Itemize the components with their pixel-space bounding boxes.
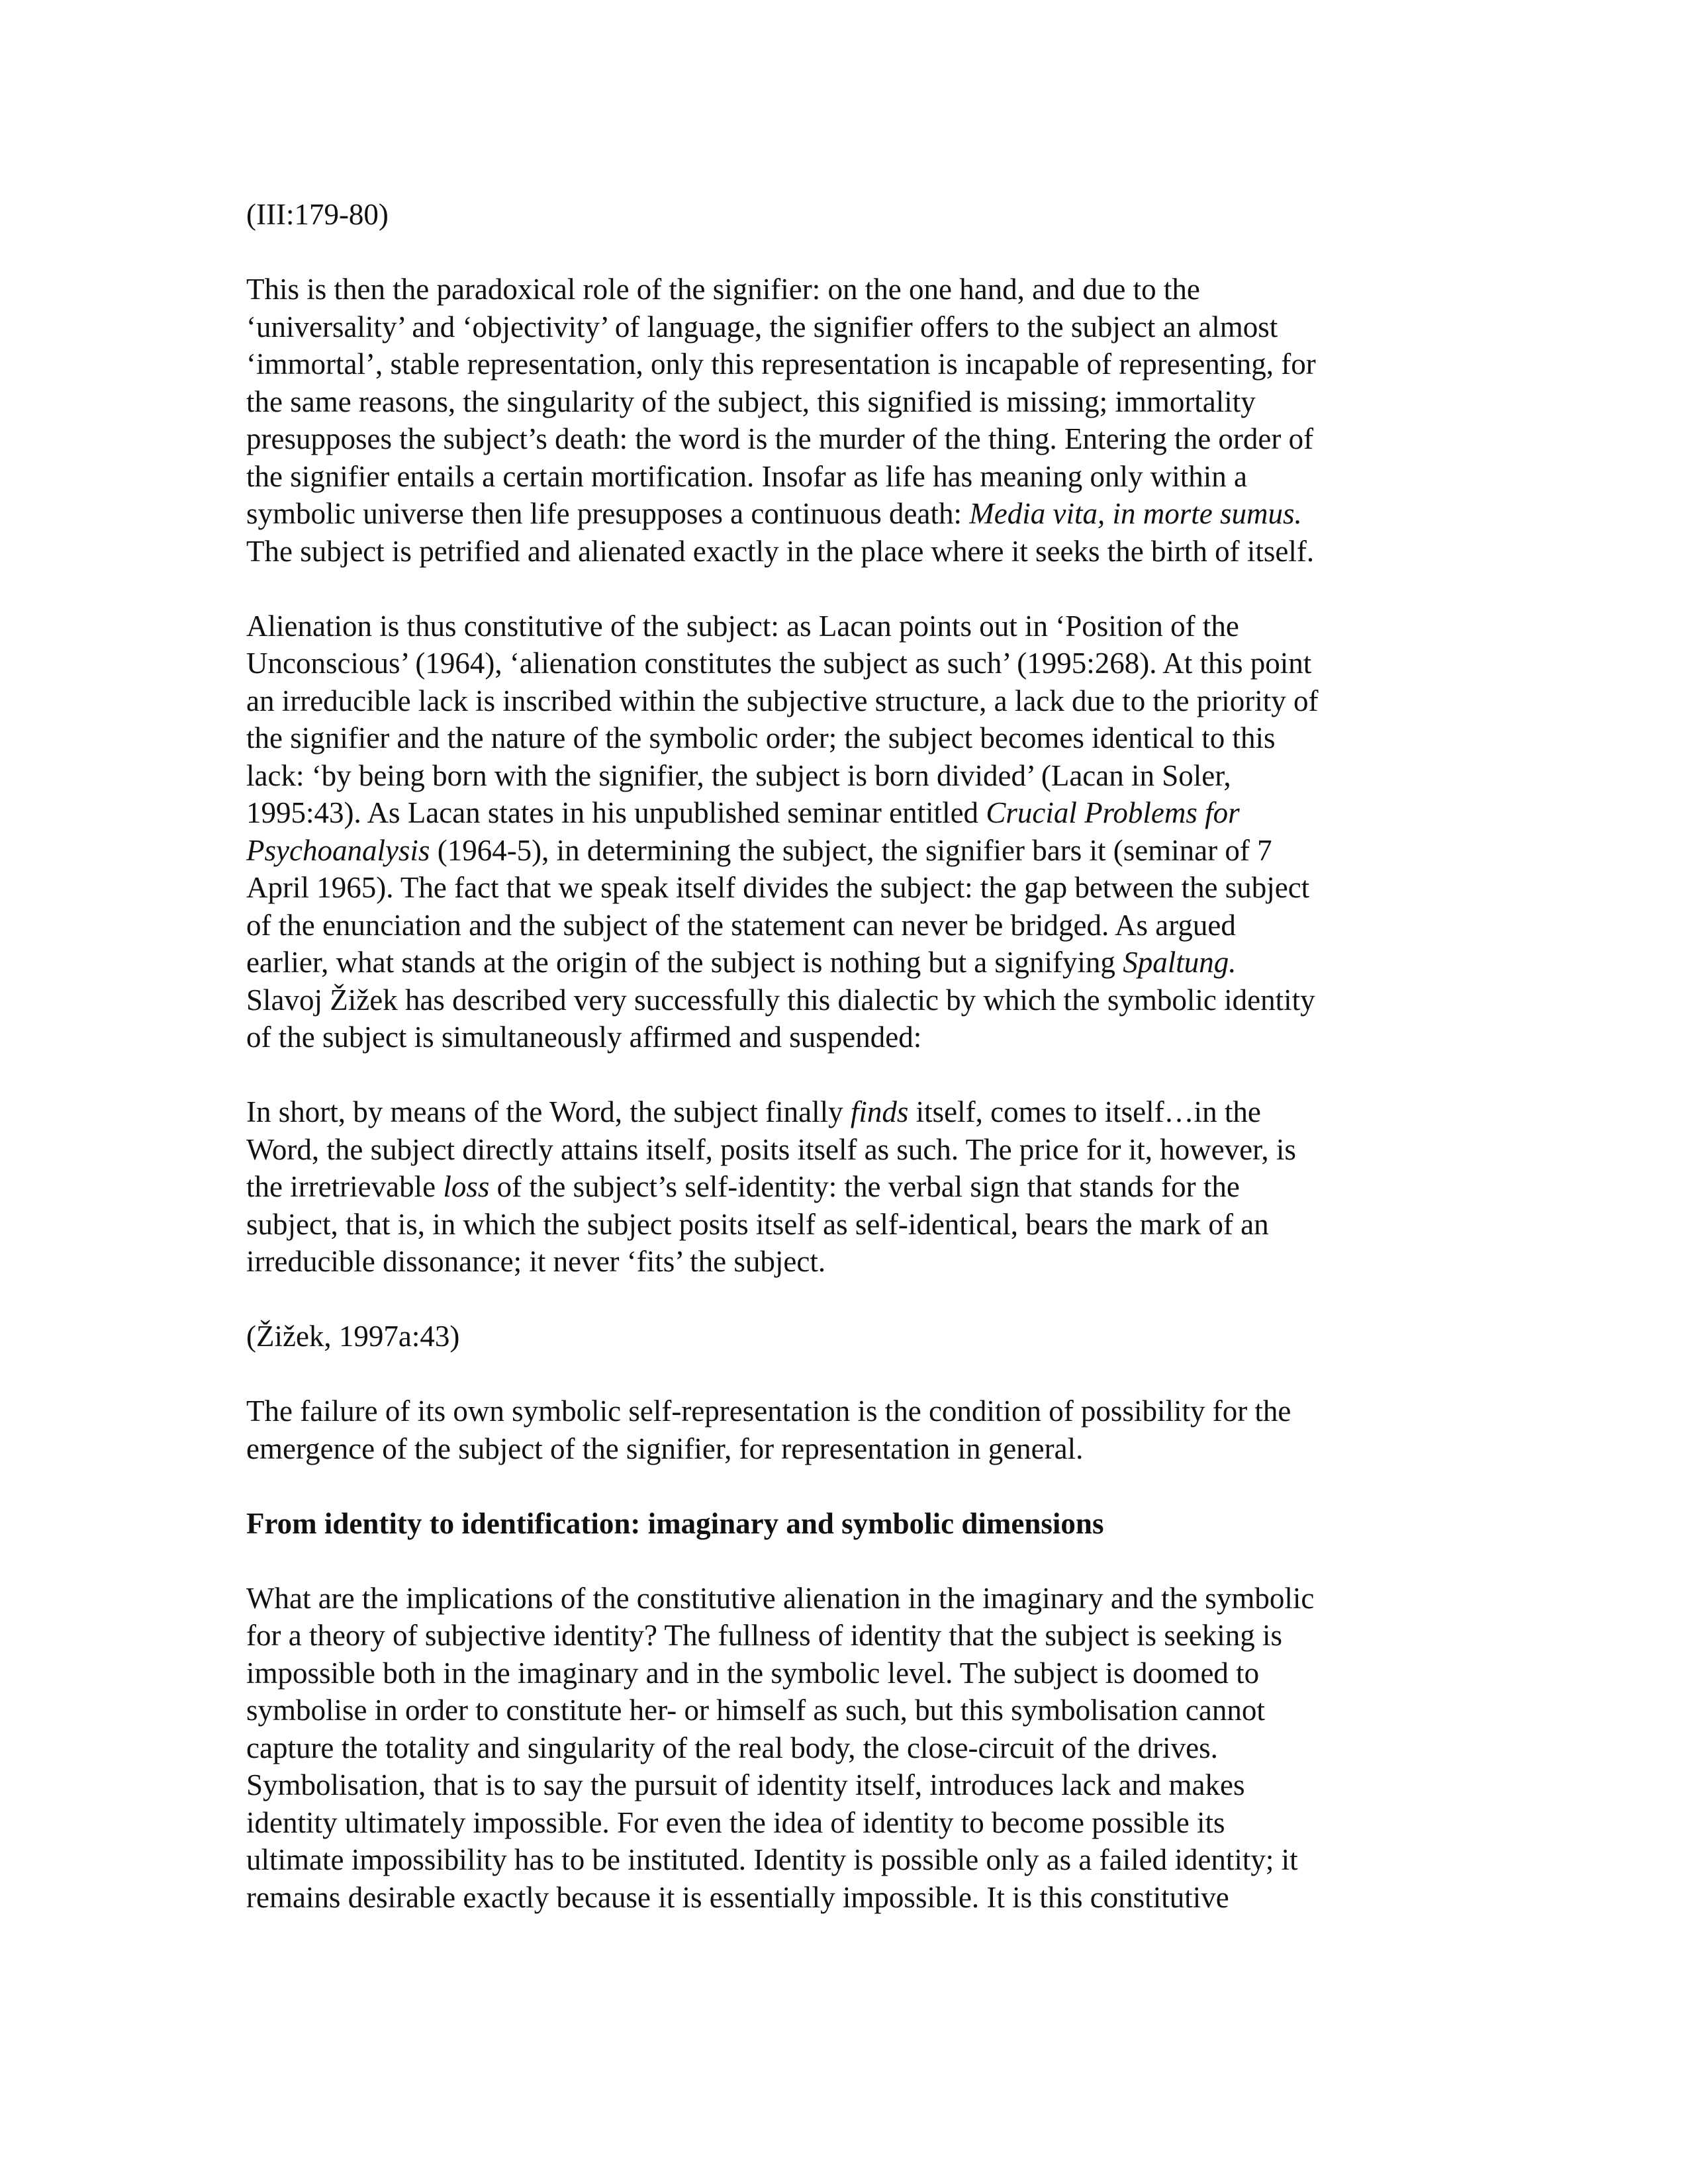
text-line xyxy=(246,1729,1438,1767)
citation xyxy=(246,196,1438,234)
text-run: itself, comes to itself…in the xyxy=(908,1095,1261,1128)
text-line xyxy=(246,1131,1438,1169)
text-run: ‘universality’ and ‘objectivity’ of language, the signifier offers to the subject an almost xyxy=(246,310,1278,343)
text-line xyxy=(246,981,1438,1019)
text-run: In short, by means of the Word, the subject finally xyxy=(246,1095,851,1128)
text-line xyxy=(246,682,1438,720)
text-run: presupposes the subject’s death: the word is the murder of the thing. Entering the order of xyxy=(246,422,1314,455)
citation xyxy=(246,1318,1438,1355)
text-run: the signifier entails a certain mortification. Insofar as life has meaning only within a xyxy=(246,459,1248,493)
text-line xyxy=(246,1580,1438,1617)
text-line xyxy=(246,495,1438,533)
italic-run: loss xyxy=(443,1170,490,1203)
text-run: for a theory of subjective identity? The fullness of identity that the subject is seeking is xyxy=(246,1619,1283,1652)
text-run: The subject is petrified and alienated exactly in the place where it seeks the birth of itself. xyxy=(246,534,1315,568)
text-line xyxy=(246,1392,1438,1430)
text-run: earlier, what stands at the origin of the subject is nothing but a signifying xyxy=(246,946,1123,979)
text-run: the irretrievable xyxy=(246,1170,444,1203)
text-run: (III:179-80) xyxy=(246,198,389,231)
text-run: From identity to identification: imaginary and symbolic dimensions xyxy=(246,1506,1104,1540)
italic-run: Crucial Problems for xyxy=(986,796,1240,829)
text-line xyxy=(246,1243,1438,1281)
text-line xyxy=(246,1655,1438,1692)
text-run: ‘immortal’, stable representation, only this representation is incapable of representing, for xyxy=(246,347,1316,381)
text-line xyxy=(246,1093,1438,1131)
text-line xyxy=(246,832,1438,870)
text-line xyxy=(246,944,1438,981)
text-line xyxy=(246,719,1438,757)
text-line xyxy=(246,533,1438,570)
block-quote xyxy=(246,1093,1438,1281)
text-run: Alienation is thus constitutive of the subject: as Lacan points out in ‘Position of the xyxy=(246,609,1239,643)
text-run: impossible both in the imaginary and in the symbolic level. The subject is doomed to xyxy=(246,1656,1260,1690)
text-run: symbolic universe then life presupposes a continuous death: xyxy=(246,497,970,530)
text-line xyxy=(246,271,1438,308)
text-line xyxy=(246,1841,1438,1879)
text-line xyxy=(246,869,1438,907)
text-run: the signifier and the nature of the symbolic order; the subject becomes identical to this xyxy=(246,721,1276,754)
text-run: of the enunciation and the subject of the statement can never be bridged. As argued xyxy=(246,908,1236,942)
text-line xyxy=(246,1430,1438,1468)
text-run: 1995:43). As Lacan states in his unpublished seminar entitled xyxy=(246,796,986,829)
text-run: remains desirable exactly because it is essentially impossible. It is this constitutive xyxy=(246,1880,1229,1914)
text-run: (1964-5), in determining the subject, the signifier bars it (seminar of 7 xyxy=(430,833,1272,867)
text-run: Unconscious’ (1964), ‘alienation constitutes the subject as such’ (1995:268). At this point xyxy=(246,647,1312,680)
text-line xyxy=(246,1318,1438,1355)
text-line xyxy=(246,907,1438,944)
text-line xyxy=(246,1766,1438,1804)
text-run: emergence of the subject of the signifier, for representation in general. xyxy=(246,1432,1084,1465)
text-run: The failure of its own symbolic self-representation is the condition of possibility for the xyxy=(246,1394,1291,1428)
text-run: April 1965). The fact that we speak itself divides the subject: the gap between the subject xyxy=(246,871,1310,904)
text-run: Symbolisation, that is to say the pursuit of identity itself, introduces lack and makes xyxy=(246,1768,1245,1801)
text-line xyxy=(246,1168,1438,1206)
text-run: Slavoj Žižek has described very successfully this dialectic by which the symbolic identity xyxy=(246,983,1315,1017)
paragraph xyxy=(246,1392,1438,1467)
text-run: of the subject is simultaneously affirmed and suspended: xyxy=(246,1021,922,1054)
text-run: of the subject’s self-identity: the verbal sign that stands for the xyxy=(489,1170,1240,1203)
text-line xyxy=(246,1019,1438,1056)
text-run: symbolise in order to constitute her- or himself as such, but this symbolisation cannot xyxy=(246,1694,1265,1727)
text-run: (Žižek, 1997a:43) xyxy=(246,1320,460,1353)
text-line xyxy=(246,1804,1438,1842)
text-run: the same reasons, the singularity of the subject, this signified is missing; immortality xyxy=(246,385,1256,418)
paragraph xyxy=(246,271,1438,570)
text-run: capture the totality and singularity of the real body, the close-circuit of the drives. xyxy=(246,1731,1218,1764)
text-run: ultimate impossibility has to be instituted. Identity is possible only as a failed identity; it xyxy=(246,1843,1298,1876)
text-line xyxy=(246,757,1438,795)
text-run: This is then the paradoxical role of the signifier: on the one hand, and due to the xyxy=(246,273,1200,306)
text-line xyxy=(246,345,1438,383)
text-run: What are the implications of the constitutive alienation in the imaginary and the symbolic xyxy=(246,1581,1315,1615)
text-run: Word, the subject directly attains itself, posits itself as such. The price for it, however, is xyxy=(246,1132,1296,1166)
text-line xyxy=(246,420,1438,458)
text-line xyxy=(246,645,1438,682)
paragraph xyxy=(246,1580,1438,1917)
text-line xyxy=(246,383,1438,421)
text-line xyxy=(246,458,1438,496)
italic-run: Spaltung. xyxy=(1123,946,1237,979)
text-line xyxy=(246,1692,1438,1729)
italic-run: finds xyxy=(850,1095,909,1128)
text-line xyxy=(246,196,1438,234)
document-page xyxy=(246,196,1438,1954)
text-line xyxy=(246,1617,1438,1655)
text-run: an irreducible lack is inscribed within the subjective structure, a lack due to the priority of xyxy=(246,684,1319,717)
text-line xyxy=(246,1206,1438,1244)
section-heading xyxy=(246,1505,1438,1543)
text-line xyxy=(246,1879,1438,1917)
text-run: identity ultimately impossible. For even the idea of identity to become possible its xyxy=(246,1805,1225,1839)
text-run: lack: ‘by being born with the signifier, the subject is born divided’ (Lacan in Soler, xyxy=(246,758,1231,792)
text-line xyxy=(246,608,1438,645)
italic-run: Media vita, in morte sumus. xyxy=(969,497,1302,530)
paragraph xyxy=(246,608,1438,1056)
text-line xyxy=(246,1505,1438,1543)
text-run: subject, that is, in which the subject posits itself as self-identical, bears the mark of an xyxy=(246,1207,1269,1241)
text-line xyxy=(246,308,1438,346)
italic-run: Psychoanalysis xyxy=(246,833,430,867)
text-line xyxy=(246,794,1438,832)
text-run: irreducible dissonance; it never ‘fits’ the subject. xyxy=(246,1245,826,1278)
